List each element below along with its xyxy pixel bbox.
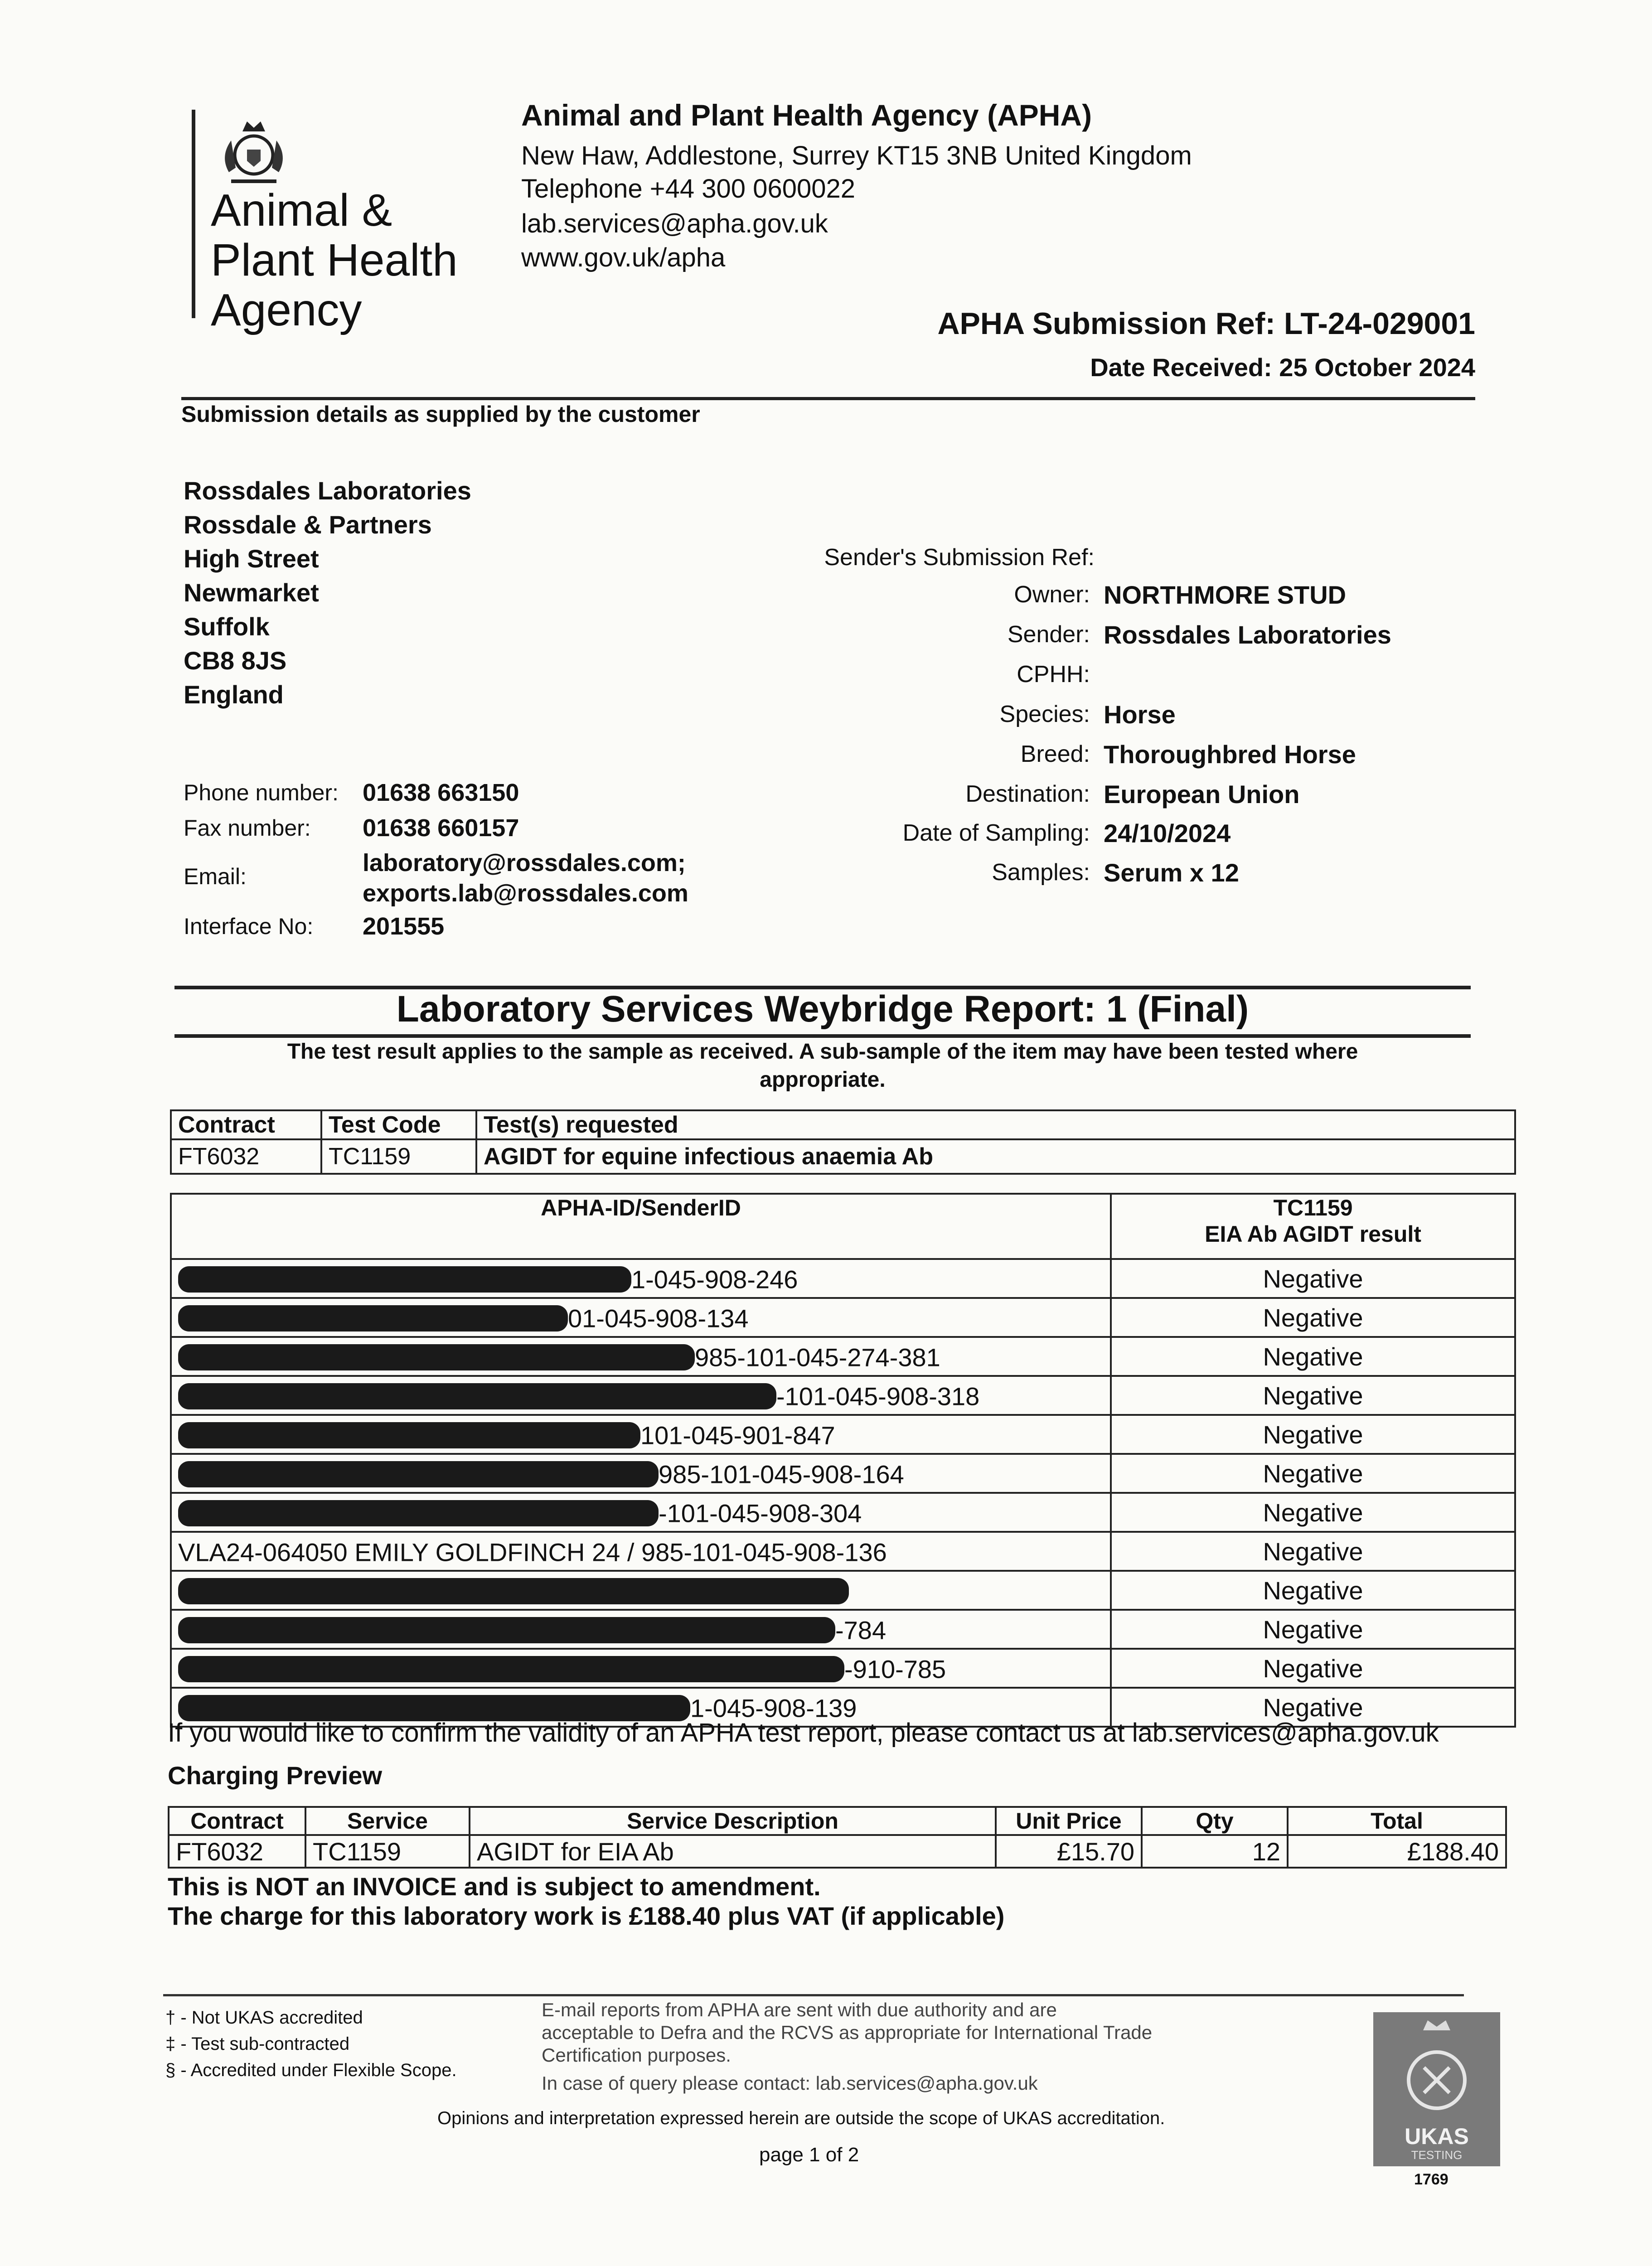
charge-qty-header: Qty [1142, 1807, 1288, 1835]
cphh-label: CPHH: [1017, 661, 1090, 688]
destination-label: Destination: [965, 781, 1090, 807]
sampling-date-label: Date of Sampling: [902, 820, 1090, 846]
ukas-logo [1373, 2012, 1500, 2166]
owner-value: NORTHMORE STUD [1104, 581, 1347, 609]
charge-qty-cell: 12 [1142, 1835, 1288, 1868]
result-cell: Negative [1111, 1532, 1515, 1571]
tests-requested-header: Test(s) requested [476, 1110, 1515, 1139]
email-note-line-3: Certification purposes. [542, 2044, 731, 2066]
invoice-notice: This is NOT an INVOICE and is subject to amendment. [168, 1872, 821, 1901]
address-line: CB8 8JS [184, 646, 287, 675]
sample-id-cell [171, 1454, 1111, 1493]
address-line: Newmarket [184, 578, 319, 607]
breed-label: Breed: [1020, 741, 1090, 767]
sample-id-cell [171, 1610, 1111, 1649]
result-cell: Negative [1111, 1571, 1515, 1610]
result-header-code: TC1159 [1273, 1195, 1353, 1220]
charge-notice: The charge for this laboratory work is £188.40 plus VAT (if applicable) [168, 1902, 1005, 1930]
submission-ref: APHA Submission Ref: LT-24-029001 [937, 306, 1475, 341]
senders-ref-label: Sender's Submission Ref: [824, 544, 1095, 571]
sample-id-text: VLA24-064050 EMILY GOLDFINCH 24 / 985-101-045-908-136 [178, 1538, 887, 1567]
address-line: Suffolk [184, 612, 270, 641]
sample-id-cell [171, 1415, 1111, 1454]
species-value: Horse [1104, 700, 1176, 729]
sample-id-text: -101-045-908-304 [659, 1499, 862, 1528]
charge-total-cell: £188.40 [1288, 1835, 1506, 1868]
disclaimer-line-2: appropriate. [760, 1068, 886, 1092]
redaction-mark [178, 1578, 849, 1604]
sample-id-text: -784 [835, 1616, 887, 1645]
table-row [171, 1493, 1515, 1532]
query-note: In case of query please contact: lab.services@apha.gov.uk [542, 2072, 1038, 2094]
sample-id-text: 101-045-901-847 [640, 1421, 835, 1450]
logo-line-1: Animal & [211, 185, 392, 236]
table-row [171, 1649, 1515, 1688]
samples-value: Serum x 12 [1104, 858, 1239, 887]
address-line: England [184, 680, 284, 709]
date-received: Date Received: 25 October 2024 [1090, 353, 1475, 382]
table-row [171, 1259, 1515, 1298]
divider [174, 1034, 1471, 1038]
result-cell: Negative [1111, 1688, 1515, 1727]
sample-id-cell [171, 1259, 1111, 1298]
charge-service-header: Service [305, 1807, 470, 1835]
sender-value: Rossdales Laboratories [1104, 620, 1391, 649]
key-not-accredited: † - Not UKAS accredited [165, 2008, 363, 2028]
result-header [1111, 1194, 1515, 1259]
sample-id-text: 1-045-908-139 [690, 1694, 857, 1723]
report-title: Laboratory Services Weybridge Report: 1 (Final) [396, 988, 1249, 1030]
sample-id-cell [171, 1337, 1111, 1376]
fax-label: Fax number: [184, 815, 311, 841]
charge-contract-cell: FT6032 [169, 1835, 305, 1868]
results-table [170, 1193, 1516, 1728]
redaction-mark [178, 1500, 659, 1526]
destination-value: European Union [1104, 780, 1300, 809]
agency-address: New Haw, Addlestone, Surrey KT15 3NB United Kingdom [521, 141, 1192, 170]
key-flexible-scope: § - Accredited under Flexible Scope. [165, 2060, 457, 2080]
result-cell: Negative [1111, 1376, 1515, 1415]
sampling-date-value: 24/10/2024 [1104, 819, 1231, 847]
result-cell: Negative [1111, 1493, 1515, 1532]
agency-email: lab.services@apha.gov.uk [521, 209, 828, 238]
test-description-cell: AGIDT for equine infectious anaemia Ab [476, 1139, 1515, 1174]
breed-value: Thoroughbred Horse [1104, 740, 1356, 769]
owner-label: Owner: [1014, 581, 1090, 608]
charge-contract-header: Contract [169, 1807, 305, 1835]
key-subcontracted: ‡ - Test sub-contracted [165, 2034, 350, 2054]
table-row [171, 1298, 1515, 1337]
sample-id-text: -101-045-908-318 [776, 1382, 980, 1411]
redaction-mark [178, 1461, 659, 1487]
ukas-label: UKAS [1405, 2124, 1469, 2149]
email-value-1: laboratory@rossdales.com; [363, 849, 686, 876]
agency-name: Animal and Plant Health Agency (APHA) [521, 98, 1092, 132]
table-row [171, 1454, 1515, 1493]
page-number: page 1 of 2 [759, 2144, 859, 2166]
table-row [171, 1415, 1515, 1454]
apha-id-header: APHA-ID/SenderID [171, 1194, 1111, 1259]
sample-id-cell [171, 1376, 1111, 1415]
charging-preview-title: Charging Preview [168, 1761, 383, 1790]
logo-divider [192, 110, 195, 318]
sample-id-cell [171, 1571, 1111, 1610]
phone-value: 01638 663150 [363, 779, 519, 806]
sample-id-cell [171, 1532, 1111, 1571]
sample-id-text: 985-101-045-274-381 [695, 1343, 940, 1372]
email-label: Email: [184, 864, 247, 889]
agency-website: www.gov.uk/apha [521, 243, 726, 272]
interface-label: Interface No: [184, 914, 314, 939]
redaction-mark [178, 1266, 631, 1293]
table-row [171, 1337, 1515, 1376]
result-cell: Negative [1111, 1454, 1515, 1493]
logo-line-3: Agency [211, 285, 362, 335]
divider [163, 1994, 1464, 1996]
charge-service-cell: TC1159 [305, 1835, 470, 1868]
charge-description-cell: AGIDT for EIA Ab [470, 1835, 996, 1868]
redaction-mark [178, 1383, 776, 1409]
redaction-mark [178, 1344, 695, 1370]
table-row [169, 1835, 1506, 1868]
logo-line-2: Plant Health [211, 235, 458, 286]
charge-unit-price-cell: £15.70 [996, 1835, 1142, 1868]
interface-value: 201555 [363, 913, 445, 940]
tests-requested-table [170, 1109, 1516, 1175]
sender-label: Sender: [1007, 621, 1090, 648]
address-line: Rossdales Laboratories [184, 476, 471, 505]
charging-table [168, 1806, 1507, 1869]
fax-value: 01638 660157 [363, 814, 519, 842]
table-row [171, 1571, 1515, 1610]
sample-id-cell [171, 1649, 1111, 1688]
validity-note: If you would like to confirm the validity of an APHA test report, please contact us at lab.services@apha.gov.uk [168, 1718, 1439, 1748]
royal-crest-icon [211, 113, 297, 190]
divider [181, 397, 1475, 400]
disclaimer-line-1: The test result applies to the sample as received. A sub-sample of the item may have been tested where [287, 1040, 1358, 1064]
result-cell: Negative [1111, 1610, 1515, 1649]
email-value-2: exports.lab@rossdales.com [363, 880, 688, 907]
redaction-mark [178, 1305, 568, 1332]
samples-label: Samples: [992, 859, 1090, 886]
contract-header: Contract [171, 1110, 321, 1139]
sample-id-text: 01-045-908-134 [568, 1304, 749, 1333]
result-header-label: EIA Ab AGIDT result [1205, 1221, 1421, 1247]
sample-id-text: -910-785 [844, 1655, 946, 1684]
test-code-header: Test Code [321, 1110, 476, 1139]
redaction-mark [178, 1656, 844, 1682]
sample-id-text: 1-045-908-246 [631, 1265, 798, 1294]
result-cell: Negative [1111, 1298, 1515, 1337]
sample-id-cell [171, 1298, 1111, 1337]
contract-cell: FT6032 [171, 1139, 321, 1174]
redaction-mark [178, 1422, 640, 1448]
phone-label: Phone number: [184, 780, 339, 805]
species-label: Species: [999, 701, 1090, 727]
sample-id-text: 985-101-045-908-164 [659, 1460, 904, 1489]
email-note-line-2: acceptable to Defra and the RCVS as appropriate for International Trade [542, 2022, 1153, 2043]
agency-telephone: Telephone +44 300 0600022 [521, 174, 855, 203]
table-row [171, 1610, 1515, 1649]
report-disclaimer [174, 1038, 1471, 1094]
email-note-line-1: E-mail reports from APHA are sent with due authority and are [542, 1999, 1057, 2020]
submission-section-title: Submission details as supplied by the customer [181, 402, 700, 427]
test-code-cell: TC1159 [321, 1139, 476, 1174]
charge-total-header: Total [1288, 1807, 1506, 1835]
ukas-sub-label: TESTING [1411, 2148, 1463, 2162]
result-cell: Negative [1111, 1337, 1515, 1376]
result-cell: Negative [1111, 1259, 1515, 1298]
address-line: Rossdale & Partners [184, 510, 432, 539]
ukas-number: 1769 [1414, 2171, 1449, 2188]
charge-description-header: Service Description [470, 1807, 996, 1835]
sample-id-cell [171, 1493, 1111, 1532]
table-row [171, 1532, 1515, 1571]
charge-unit-price-header: Unit Price [996, 1807, 1142, 1835]
table-row [171, 1376, 1515, 1415]
address-line: High Street [184, 544, 319, 573]
result-cell: Negative [1111, 1649, 1515, 1688]
opinions-note: Opinions and interpretation expressed herein are outside the scope of UKAS accreditation. [437, 2108, 1165, 2128]
redaction-mark [178, 1617, 835, 1643]
result-cell: Negative [1111, 1415, 1515, 1454]
